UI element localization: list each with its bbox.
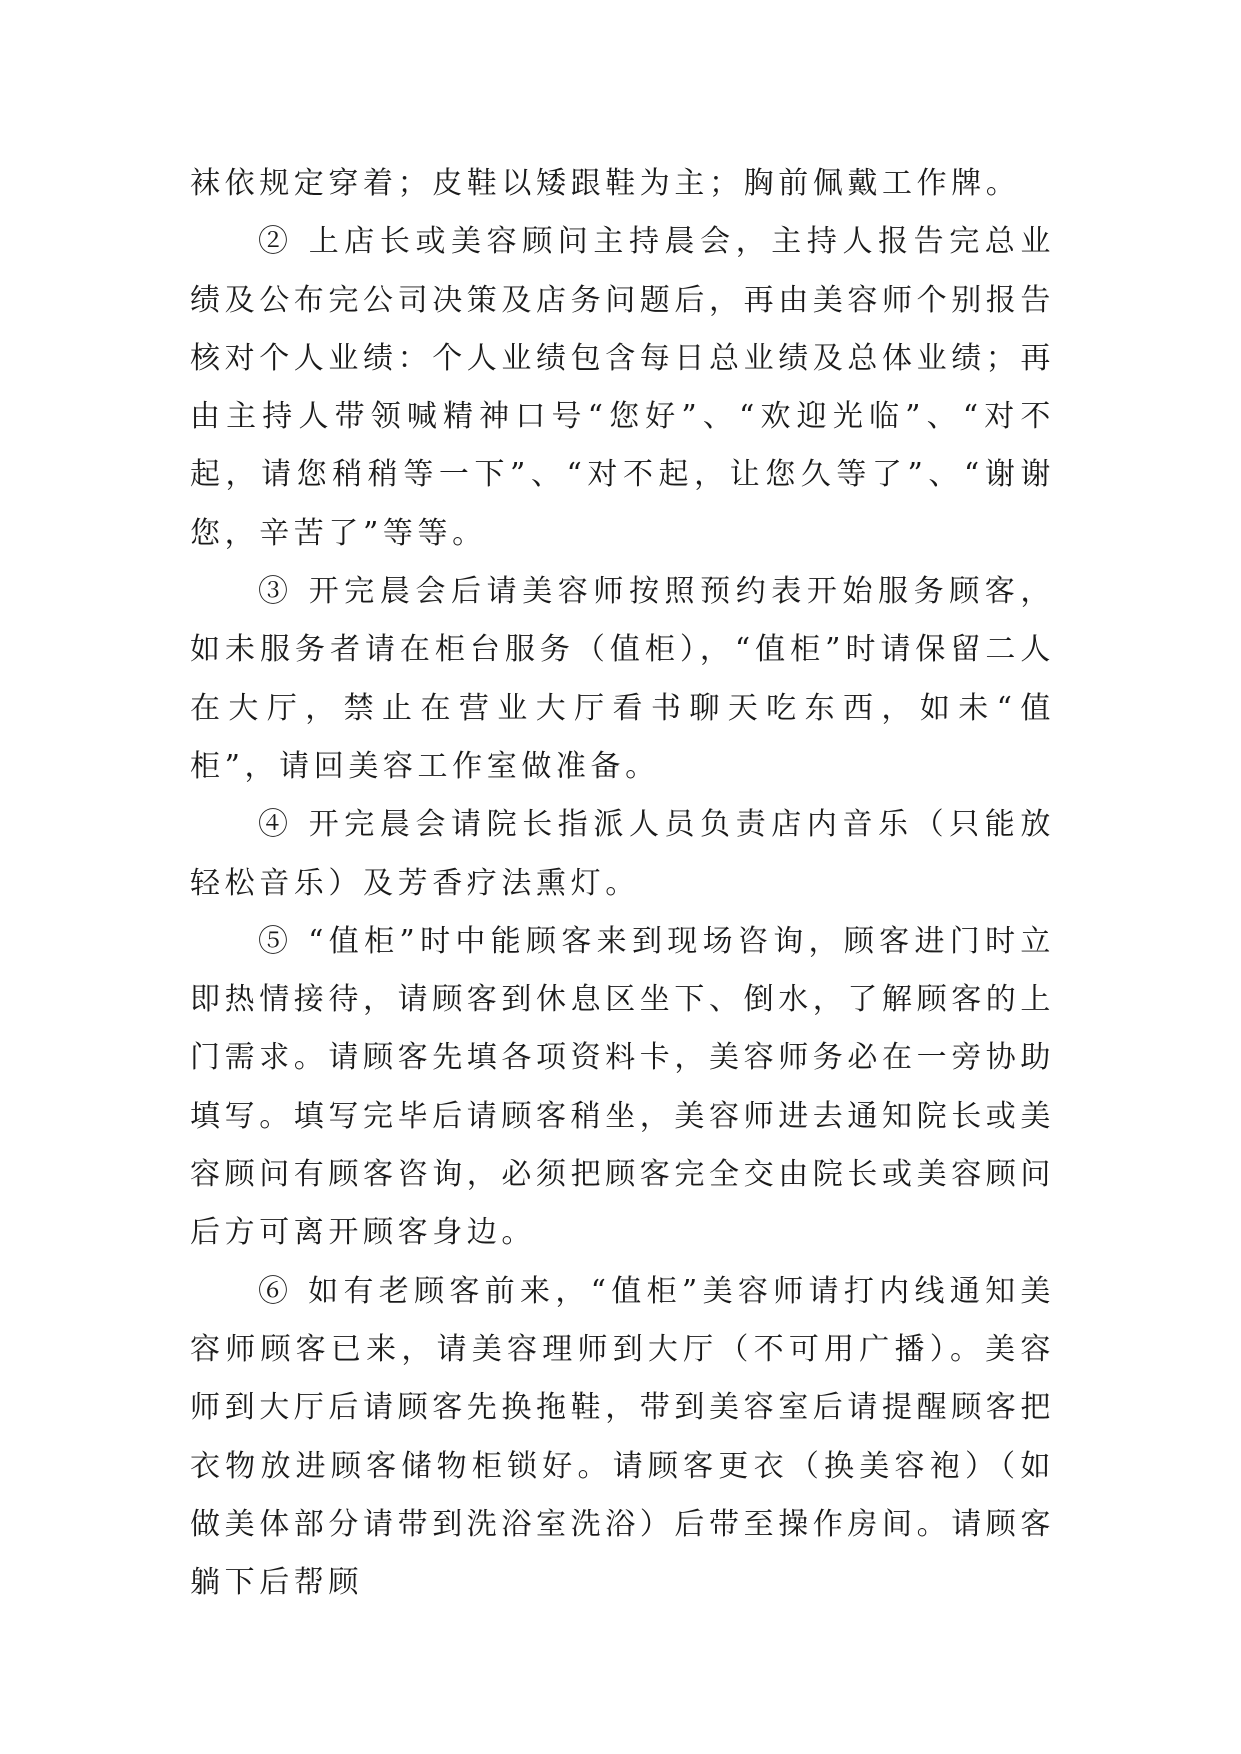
paragraph-item-4: ④ 开完晨会请院长指派人员负责店内音乐（只能放轻松音乐）及芳香疗法熏灯。 xyxy=(190,807,1055,901)
paragraph-item-6: ⑥ 如有老顾客前来，“值柜”美容师请打内线通知美容师顾客已来，请美容理师到大厅（不可用广播）。美容师到大厅后请顾客先换拖鞋，带到美容室后请提醒顾客把衣物放进顾客储物柜锁好。请顾客更衣（换美容袍）（如做美体部分请带到洗浴室洗浴）后带至操作房间。请顾客躺下后帮顾 xyxy=(190,1273,1055,1601)
paragraph-item-5: ⑤ “值柜”时中能顾客来到现场咨询，顾客进门时立即热情接待，请顾客到休息区坐下、倒水，了解顾客的上门需求。请顾客先填各项资料卡，美容师务必在一旁协助填写。填写完毕后请顾客稍坐，美容师进去通知院长或美容顾问有顾客咨询，必须把顾客完全交由院长或美容顾问后方可离开顾客身边。 xyxy=(190,923,1055,1251)
document-body xyxy=(190,155,1055,1612)
paragraph-item-3: ③ 开完晨会后请美容师按照预约表开始服务顾客，如未服务者请在柜台服务（值柜），“值柜”时请保留二人在大厅，禁止在营业大厅看书聊天吃东西，如未“值柜”，请回美容工作室做准备。 xyxy=(190,574,1055,784)
paragraph-continuation: 袜依规定穿着；皮鞋以矮跟鞋为主；胸前佩戴工作牌。 xyxy=(190,166,1021,201)
paragraph-item-2: ② 上店长或美容顾问主持晨会，主持人报告完总业绩及公布完公司决策及店务问题后，再由美容师个别报告核对个人业绩：个人业绩包含每日总业绩及总体业绩；再由主持人带领喊精神口号“您好”、“欢迎光临”、“对不起，请您稍稍等一下”、“对不起，让您久等了”、“谢谢您，辛苦了”等等。 xyxy=(190,224,1055,551)
